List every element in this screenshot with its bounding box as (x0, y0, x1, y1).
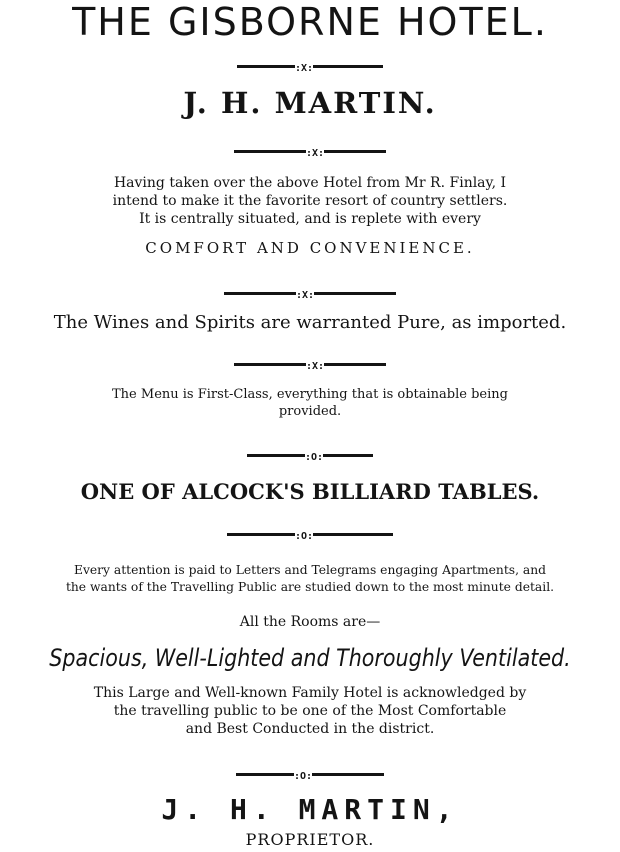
divider: :X: (0, 141, 620, 160)
rooms-line: Spacious, Well-Lighted and Thoroughly Ventilated. (49, 644, 571, 672)
family-paragraph (40, 684, 580, 738)
intro-line: It is centrally situated, and is replete with every (139, 211, 481, 227)
menu-paragraph (40, 386, 580, 420)
attention-paragraph (0, 562, 620, 596)
divider: :O: (0, 764, 620, 783)
divider: :X: (0, 56, 620, 75)
rooms-intro: All the Rooms are— (239, 614, 381, 630)
intro-line: intend to make it the favorite resort of country settlers. (112, 193, 508, 209)
intro-paragraph (30, 174, 590, 228)
divider: :O: (0, 524, 620, 543)
signature-title: PROPRIETOR. (245, 830, 375, 849)
signature-name: J. H. MARTIN, (161, 793, 459, 826)
menu-line: provided. (278, 404, 342, 419)
menu-line: The Menu is First-Class, everything that is obtainable being (112, 387, 508, 402)
attention-line: Every attention is paid to Letters and Telegrams engaging Apartments, and (73, 563, 547, 577)
hotel-title: THE GISBORNE HOTEL. (72, 0, 548, 44)
family-line: the travelling public to be one of the Most Comfortable (113, 703, 507, 719)
divider: :O: (0, 445, 620, 464)
owner-name: J. H. MARTIN. (183, 86, 437, 120)
comfort-line: COMFORT AND CONVENIENCE. (145, 239, 475, 257)
wines-line: The Wines and Spirits are warranted Pure, as imported. (53, 312, 567, 333)
attention-line: the wants of the Travelling Public are studied down to the most minute detail. (65, 580, 555, 594)
divider: :X: (0, 354, 620, 373)
family-line: This Large and Well-known Family Hotel is acknowledged by (93, 685, 527, 701)
family-line: and Best Conducted in the district. (185, 721, 435, 737)
intro-line: Having taken over the above Hotel from Mr R. Finlay, I (113, 175, 507, 191)
billiard-line: ONE OF ALCOCK'S BILLIARD TABLES. (80, 479, 540, 504)
divider: :X: (0, 283, 620, 302)
